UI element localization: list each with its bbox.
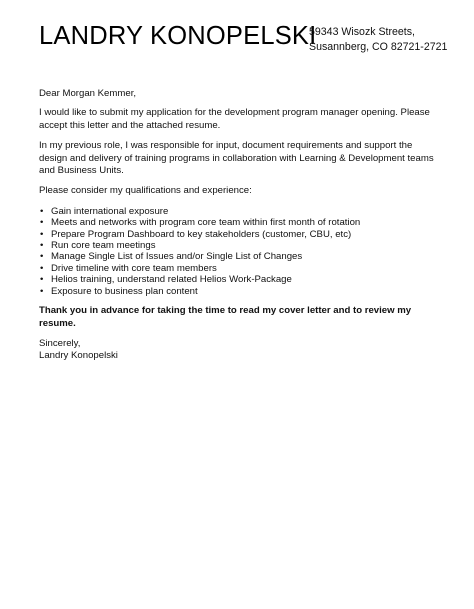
paragraph-intro: I would like to submit my application for the development program manager opening. Please accept this letter and the attached resume.	[39, 107, 430, 131]
thank-you-line: Thank you in advance for taking the time to read my cover letter and to review my resume.	[39, 305, 412, 329]
signature-name: Landry Konopelski	[39, 350, 118, 362]
closing-block	[39, 338, 439, 363]
paragraph-qualifications: Please consider my qualifications and experience:	[39, 185, 252, 197]
bullet-icon: •	[40, 285, 44, 297]
list-item	[40, 217, 439, 229]
list-item	[40, 262, 439, 274]
bullet-icon: •	[40, 205, 44, 217]
list-item-text: Drive timeline with core team members	[51, 262, 217, 274]
list-item-text: Exposure to business plan content	[51, 285, 198, 297]
bullet-icon: •	[40, 240, 44, 252]
bullet-icon: •	[40, 262, 44, 274]
qualifications-list	[39, 206, 439, 297]
list-item	[40, 240, 439, 252]
paragraph-experience: In my previous role, I was responsible for input, document requirements and support the design and delivery of training programs in collaboration with Learning & Development teams and Business Units.	[39, 140, 434, 177]
bullet-icon: •	[40, 228, 44, 240]
list-item	[40, 274, 439, 286]
list-item	[40, 228, 439, 240]
list-item-text: Manage Single List of Issues and/or Single List of Changes	[51, 251, 303, 263]
closing-phrase: Sincerely,	[39, 337, 81, 349]
applicant-name: LANDRY KONOPELSKI	[39, 22, 317, 50]
applicant-address	[309, 25, 447, 54]
bullet-icon: •	[40, 217, 44, 229]
list-item-text: Gain international exposure	[51, 205, 169, 217]
list-item	[40, 285, 439, 297]
list-item	[40, 251, 439, 263]
bullet-icon: •	[40, 251, 44, 263]
salutation: Dear Morgan Kemmer,	[39, 88, 137, 99]
list-item-text: Prepare Program Dashboard to key stakeholders (customer, CBU, etc)	[51, 228, 352, 240]
letter-body	[39, 88, 439, 363]
bullet-icon: •	[40, 274, 44, 286]
list-item	[40, 205, 439, 217]
list-item-text: Meets and networks with program core team within first month of rotation	[51, 217, 361, 229]
address-line-1: 59343 Wisozk Streets,	[309, 26, 415, 38]
address-line-2: Susannberg, CO 82721-2721	[309, 40, 448, 53]
list-item-text: Helios training, understand related Helios Work-Package	[51, 274, 292, 286]
list-item-text: Run core team meetings	[51, 240, 156, 252]
